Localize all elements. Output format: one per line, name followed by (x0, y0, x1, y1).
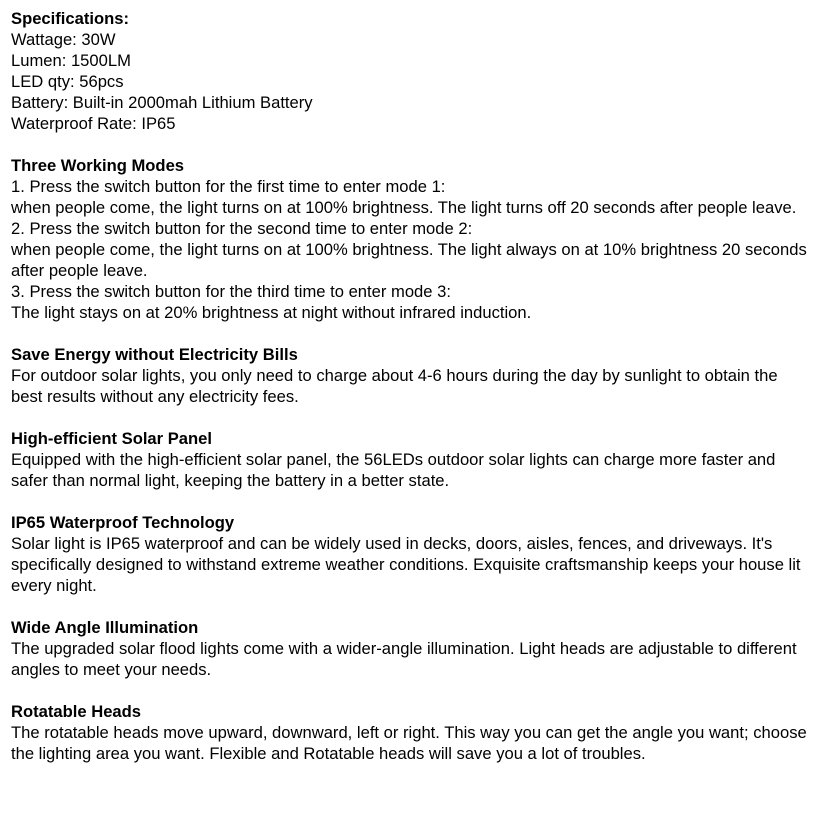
product-description (11, 8, 811, 785)
rotatable-heading: Rotatable Heads (11, 702, 142, 721)
energy-section (11, 344, 811, 407)
mode-3-description: The light stays on at 20% brightness at night without infrared induction. (11, 303, 532, 322)
waterproof-section (11, 512, 811, 596)
wide-angle-heading: Wide Angle Illumination (11, 618, 199, 637)
spec-battery: Battery: Built-in 2000mah Lithium Battery (11, 93, 313, 112)
mode-3-instruction: 3. Press the switch button for the third time to enter mode 3: (11, 282, 451, 301)
specifications-section (11, 8, 811, 134)
rotatable-section (11, 701, 811, 764)
mode-1-instruction: 1. Press the switch button for the first time to enter mode 1: (11, 177, 446, 196)
spec-lumen: Lumen: 1500LM (11, 51, 131, 70)
wide-angle-text: The upgraded solar flood lights come with a wider-angle illumination. Light heads are adjustable to different angles to meet your needs. (11, 639, 797, 679)
rotatable-text: The rotatable heads move upward, downward, left or right. This way you can get the angle you want; choose the lighting area you want. Flexible and Rotatable heads will save you a lot of troubles. (11, 723, 807, 763)
mode-2-instruction: 2. Press the switch button for the second time to enter mode 2: (11, 219, 473, 238)
solar-panel-heading: High-efficient Solar Panel (11, 429, 213, 448)
wide-angle-section (11, 617, 811, 680)
energy-text: For outdoor solar lights, you only need to charge about 4-6 hours during the day by sunlight to obtain the best results without any electricity fees. (11, 366, 778, 406)
mode-1-description: when people come, the light turns on at 100% brightness. The light turns off 20 seconds after people leave. (11, 198, 797, 217)
spec-wattage: Wattage: 30W (11, 30, 116, 49)
waterproof-heading: IP65 Waterproof Technology (11, 513, 235, 532)
solar-panel-text: Equipped with the high-efficient solar panel, the 56LEDs outdoor solar lights can charge more faster and safer than normal light, keeping the battery in a better state. (11, 450, 776, 490)
waterproof-text: Solar light is IP65 waterproof and can be widely used in decks, doors, aisles, fences, and driveways. It's specifically designed to withstand extreme weather conditions. Exquisite craftsmanship keeps your house lit every night. (11, 534, 801, 595)
mode-2-description: when people come, the light turns on at 100% brightness. The light always on at 10% brightness 20 seconds after people leave. (11, 240, 807, 280)
spec-led-qty: LED qty: 56pcs (11, 72, 124, 91)
energy-heading: Save Energy without Electricity Bills (11, 345, 298, 364)
working-modes-section (11, 155, 811, 323)
spec-waterproof-rate: Waterproof Rate: IP65 (11, 114, 176, 133)
solar-panel-section (11, 428, 811, 491)
working-modes-heading: Three Working Modes (11, 156, 185, 175)
specifications-heading: Specifications: (11, 9, 130, 28)
